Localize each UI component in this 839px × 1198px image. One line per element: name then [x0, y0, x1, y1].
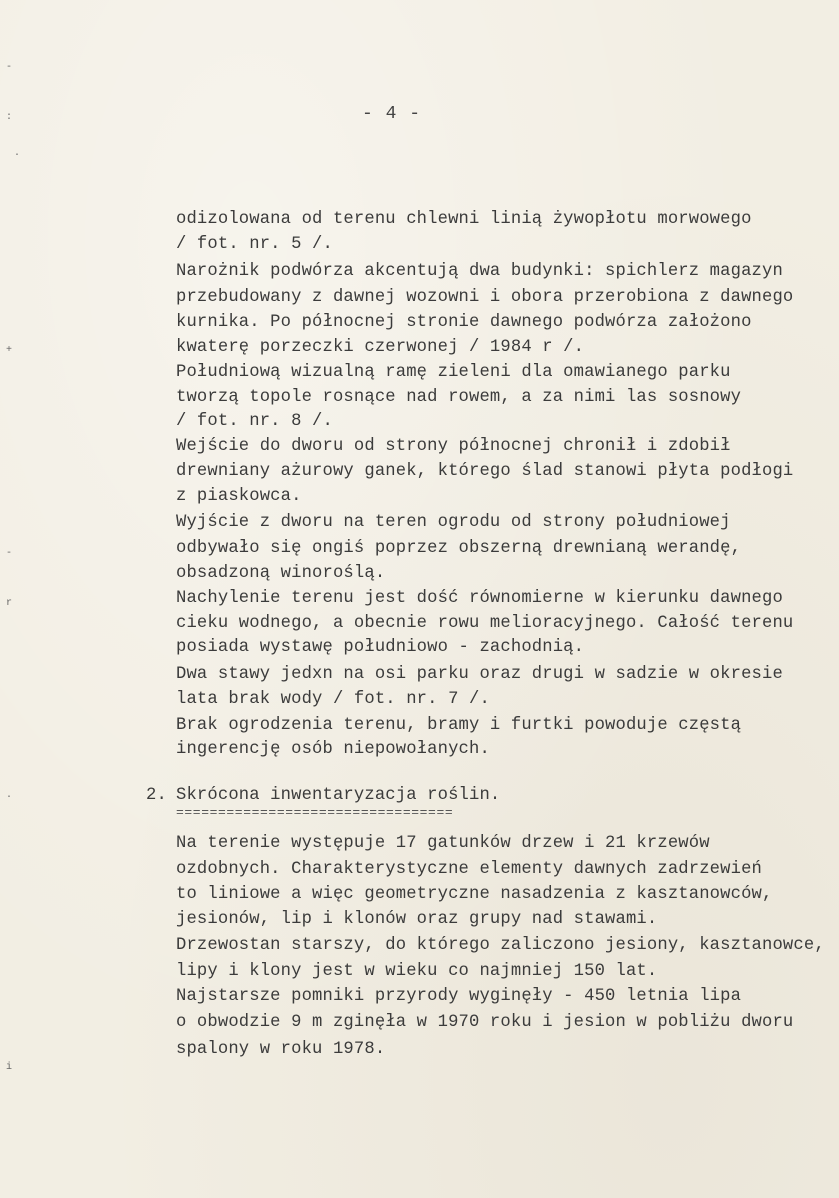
margin-mark: :	[6, 112, 13, 123]
section-title: Skrócona inwentaryzacja roślin.	[176, 786, 501, 805]
margin-mark: .	[14, 148, 21, 159]
text-line: przebudowany z dawnej wozowni i obora przerobiona z dawnego	[176, 288, 794, 307]
text-line: Nachylenie terenu jest dość równomierne w kierunku dawnego	[176, 589, 783, 608]
text-line: Wyjście z dworu na teren ogrodu od strony południowej	[176, 513, 731, 532]
margin-mark: i	[6, 1062, 13, 1073]
text-line: Narożnik podwórza akcentują dwa budynki: spichlerz magazyn	[176, 262, 783, 281]
text-line: jesionów, lip i klonów oraz grupy nad stawami.	[176, 910, 658, 929]
text-line: spalony w roku 1978.	[176, 1040, 386, 1059]
text-line: tworzą topole rosnące nad rowem, a za nimi las sosnowy	[176, 388, 742, 407]
text-line: / fot. nr. 8 /.	[176, 412, 333, 431]
margin-mark: +	[6, 345, 13, 356]
text-line: lipy i klony jest w wieku co najmniej 150 lat.	[176, 962, 658, 981]
text-line: drewniany ażurowy ganek, którego ślad stanowi płyta podłogi	[176, 462, 794, 481]
text-line: kwaterę porzeczki czerwonej / 1984 r /.	[176, 338, 585, 357]
text-line: Drzewostan starszy, do którego zaliczono jesiony, kasztanowce,	[176, 936, 825, 955]
text-line: Wejście do dworu od strony północnej chronił i zdobił	[176, 437, 731, 456]
text-line: lata brak wody / fot. nr. 7 /.	[176, 690, 490, 709]
section-underline: =================================	[176, 805, 454, 820]
text-line: o obwodzie 9 m zginęła w 1970 roku i jesion w pobliżu dworu	[176, 1013, 794, 1032]
text-line: Brak ogrodzenia terenu, bramy i furtki powoduje częstą	[176, 716, 742, 735]
text-line: Najstarsze pomniki przyrody wyginęły - 450 letnia lipa	[176, 987, 742, 1006]
margin-mark: -	[6, 548, 13, 559]
margin-mark: .	[6, 790, 13, 801]
text-line: z piaskowca.	[176, 487, 302, 506]
text-line: cieku wodnego, a obecnie rowu melioracyjnego. Całość terenu	[176, 614, 794, 633]
page-number: - 4 -	[362, 104, 422, 124]
text-line: Dwa stawy jedxn na osi parku oraz drugi w sadzie w okresie	[176, 665, 783, 684]
text-line: odbywało się ongiś poprzez obszerną drewnianą werandę,	[176, 539, 742, 558]
text-line: odizolowana od terenu chlewni linią żywopłotu morwowego	[176, 210, 752, 229]
text-line: obsadzoną winoroślą.	[176, 564, 386, 583]
text-line: ozdobnych. Charakterystyczne elementy dawnych zadrzewień	[176, 860, 762, 879]
text-line: Na terenie występuje 17 gatunków drzew i 21 krzewów	[176, 834, 710, 853]
section-number: 2.	[146, 786, 167, 805]
text-line: kurnika. Po północnej stronie dawnego podwórza założono	[176, 313, 752, 332]
text-line: ingerencję osób niepowołanych.	[176, 740, 490, 759]
text-line: to liniowe a więc geometryczne nasadzenia z kasztanowców,	[176, 885, 773, 904]
margin-mark: r	[6, 598, 13, 609]
text-line: / fot. nr. 5 /.	[176, 235, 333, 254]
margin-mark: -	[6, 62, 13, 73]
text-line: Południową wizualną ramę zieleni dla omawianego parku	[176, 363, 731, 382]
text-line: posiada wystawę południowo - zachodnią.	[176, 638, 585, 657]
